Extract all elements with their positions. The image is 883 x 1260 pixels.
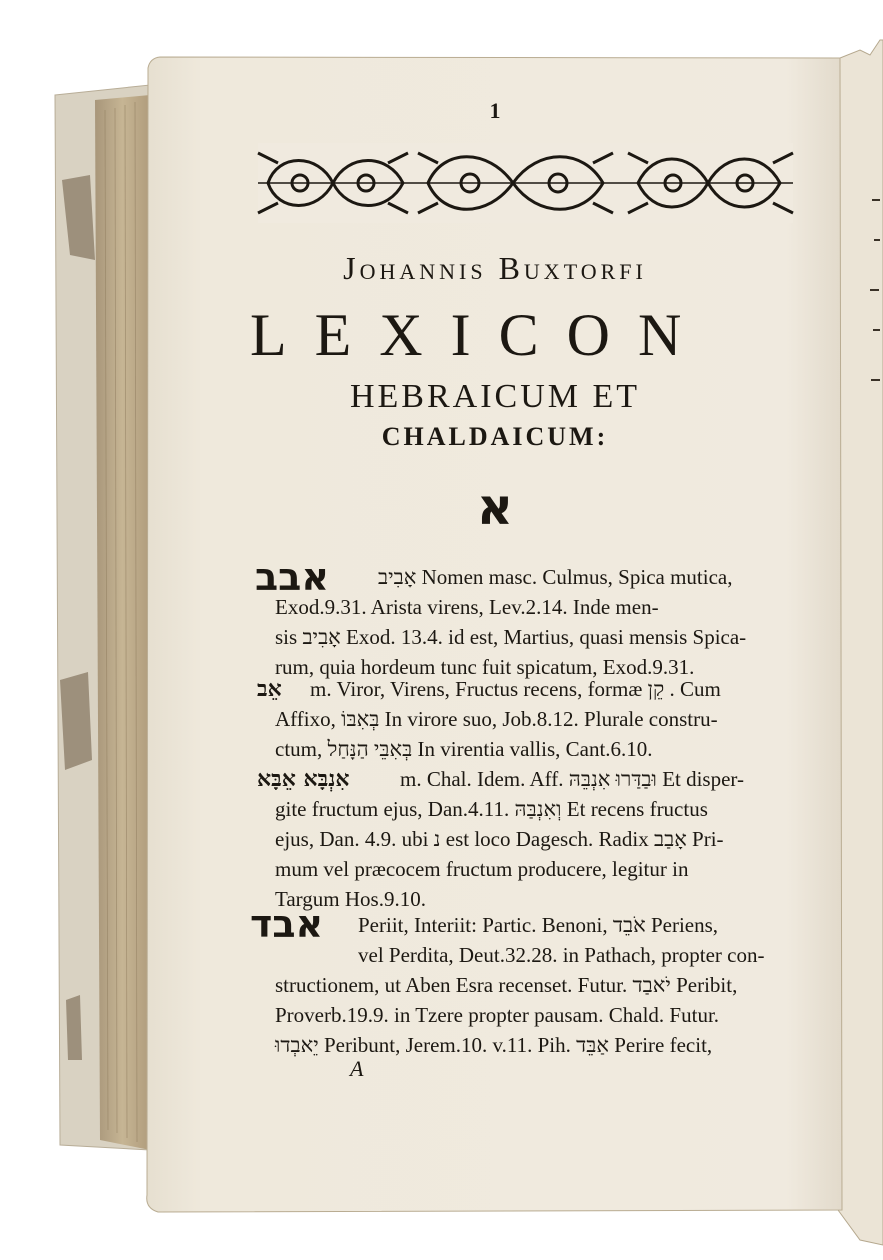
entry-line: אָבִיב Nomen masc. Culmus, Spica mutica, xyxy=(378,565,733,589)
entry-line: Affixo, בְּאִבּוֹ In virore suo, Job.8.12. Plurale constru- xyxy=(275,707,718,731)
entry-line: Targum Hos.9.10. xyxy=(275,887,426,911)
entry-line: vel Perdita, Deut.32.28. in Pathach, propter con- xyxy=(358,943,765,967)
entry-line: Exod.9.31. Arista virens, Lev.2.14. Inde men- xyxy=(275,595,659,619)
author-name: Johannis Buxtorfi xyxy=(343,250,647,286)
entry-line: sis אָבִיב Exod. 13.4. id est, Martius, quasi mensis Spica- xyxy=(275,625,747,649)
subtitle-line-2: CHALDAICUM: xyxy=(381,422,609,451)
subtitle-line-1: HEBRAICUM ET xyxy=(349,378,641,415)
entry-line: mum vel præcocem fructum producere, legitur in xyxy=(275,857,689,881)
entry-line: יֵאבְדוּ Peribunt, Jerem.10. v.11. Pih. אַבֵּד Perire fecit, xyxy=(275,1033,713,1057)
book-title: LEXICON xyxy=(250,302,710,368)
entry-line: structionem, ut Aben Esra recenset. Futur. יֹאבַד Peribit, xyxy=(275,973,738,997)
page-block-edge xyxy=(95,95,150,1150)
entry-root-head: אבב xyxy=(255,555,330,599)
signature-mark: A xyxy=(350,1056,364,1081)
entry-root-head: אִנְבָּא אֵבָּא xyxy=(257,766,350,792)
entry-line: gite fructum ejus, Dan.4.11. וְאִנְבַּהּ Et recens fructus xyxy=(275,797,708,821)
entry-root-head: אבד xyxy=(250,902,324,946)
page-number: 1 xyxy=(489,98,501,123)
entry-line: Proverb.19.9. in Tzere propter pausam. Chald. Futur. xyxy=(275,1003,720,1027)
book-page xyxy=(150,60,840,1210)
entry-line: Periit, Interiit: Partic. Benoni, אֹבֵד Periens, xyxy=(358,913,719,937)
entry-line: m. Chal. Idem. Aff. וּבַדַּרוּ אִנְבֵּהּ Et disper- xyxy=(400,767,744,791)
entry-root-head: אֵב xyxy=(257,676,282,702)
entry-line: rum, quia hordeum tunc fuit spicatum, Exod.9.31. xyxy=(275,655,695,679)
entry-line: ejus, Dan. 4.9. ubi נ est loco Dagesch. Radix אָבַב Pri- xyxy=(275,827,724,851)
entry-line: ctum, בְּאִבֵּי הַנָּחַל In virentia vallis, Cant.6.10. xyxy=(275,737,653,761)
entry-line: m. Viror, Virens, Fructus recens, formæ קֵן . Cum xyxy=(310,677,721,701)
section-letter-aleph: א xyxy=(476,478,514,536)
